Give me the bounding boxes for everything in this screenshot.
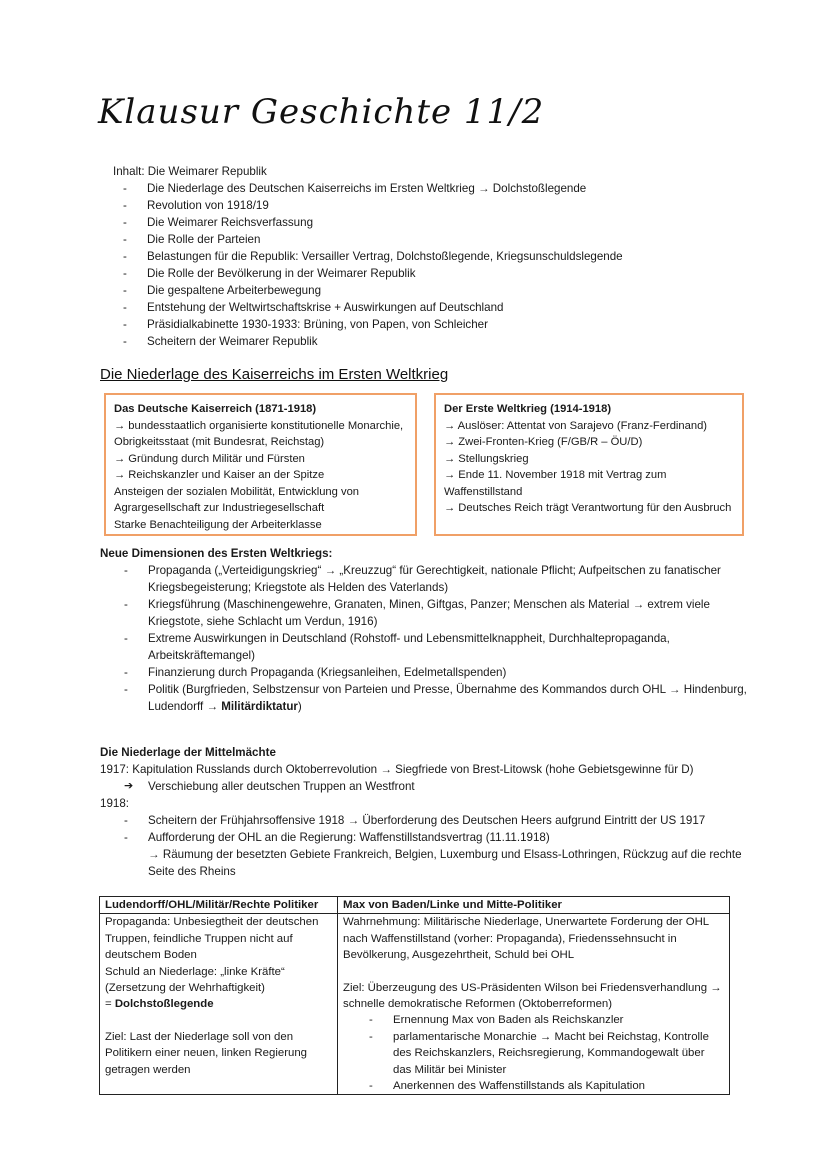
arrow-1917: ➔ Verschiebung aller deutschen Truppen an Westfront (100, 778, 750, 795)
label-1918: 1918: (100, 797, 130, 810)
cell-result (105, 996, 332, 1012)
list-item: - Extreme Auswirkungen in Deutschland (Rohstoff- und Lebensmittelknappheit, Durchhaltepropaganda, Arbeitskräftemangel) (100, 630, 750, 664)
box-line: Ansteigen der sozialen Mobilität, Entwicklung von Agrargesellschaft zur Industriegesellschaft (114, 485, 360, 514)
comparison-table (99, 896, 730, 1095)
box-heading: Der Erste Weltkrieg (1914-1918) (444, 403, 612, 415)
list-item: - Die Rolle der Parteien (113, 231, 753, 248)
document-title: Klausur Geschichte 11/2 (98, 92, 545, 132)
subsection-heading: Neue Dimensionen des Ersten Weltkriegs: (100, 547, 333, 560)
list-item: - Finanzierung durch Propaganda (Kriegsanleihen, Edelmetallspenden) (100, 664, 750, 681)
list-item: - Entstehung der Weltwirtschaftskrise + Auswirkungen auf Deutschland (113, 299, 753, 316)
box-line: → Auslöser: Attentat von Sarajevo (Franz-Ferdinand) (444, 419, 708, 432)
list-item: - Scheitern der Weimarer Republik (113, 333, 753, 350)
box-line: → Gründung durch Militär und Fürsten (114, 452, 305, 465)
politik-text: Politik (Burgfrieden, Selbstzensur von Parteien und Presse, Übernahme des Kommandos durch OHL → Hindenburg, Ludendorff → (148, 683, 747, 713)
list-item: - Aufforderung der OHL an die Regierung: Waffenstillstandsvertrag (11.11.1918) (100, 829, 750, 846)
box-line: → Ende 11. November 1918 mit Vertrag zum Waffenstillstand (444, 469, 667, 498)
table-header-row (100, 897, 730, 914)
list-item: - Die Niederlage des Deutschen Kaiserreichs im Ersten Weltkrieg → Dolchstoßlegende (113, 180, 753, 197)
politik-suffix: ) (297, 700, 302, 713)
list-item: - Präsidialkabinette 1930-1933: Brüning, von Papen, von Schleicher (113, 316, 753, 333)
weltkrieg-box (434, 393, 744, 536)
result-bold: Dolchstoßlegende (114, 998, 214, 1011)
table-of-contents (113, 163, 753, 350)
list-item: - Kriegsführung (Maschinengewehre, Granaten, Minen, Giftgas, Panzer; Menschen als Material → extrem viele Kriegstote, siehe Schlacht um Verdun, 1916) (100, 596, 750, 630)
cell-text: Ziel: Last der Niederlage soll von den Politikern einer neuen, linken Regierung getragen werden (105, 1030, 307, 1076)
list-item: - Revolution von 1918/19 (113, 197, 753, 214)
list-item: - Die gespaltene Arbeiterbewegung (113, 282, 753, 299)
column-header: Max von Baden/Linke und Mitte-Politiker (338, 897, 730, 914)
kaiserreich-box (104, 393, 417, 536)
box-line: → bundesstaatlich organisierte konstitutionelle Monarchie, Obrigkeitsstaat (mit Bundesrat, Reichstag) (114, 419, 404, 448)
cell-text: Propaganda: Unbesiegtheit der deutschen Truppen, feindliche Truppen nicht auf deutschem Boden (105, 916, 319, 962)
inhalt-list (113, 180, 753, 350)
list-item: - Propaganda („Verteidigungskrieg“ → „Kreuzzug“ für Gerechtigkeit, nationale Pflicht; Aufpeitschen zu fanatischer Kriegsbegeisterung; Kriegstote als Helden des Vaterlands) (100, 562, 750, 596)
cell-text: Ziel: Überzeugung des US-Präsidenten Wilson bei Friedensverhandlung → schnelle demokratische Reformen (Oktoberreformen) (343, 981, 722, 1011)
table-cell-left (100, 914, 338, 1095)
column-header: Ludendorff/OHL/Militär/Rechte Politiker (100, 897, 338, 914)
box-line: → Deutsches Reich trägt Verantwortung für den Ausbruch (444, 502, 732, 514)
politik-bold: Militärdiktatur (221, 700, 298, 713)
inhalt-label: Inhalt: Die Weimarer Republik (113, 165, 267, 178)
result-prefix: = (105, 998, 115, 1011)
box-line: → Stellungskrieg (444, 452, 529, 465)
list-item (100, 681, 750, 715)
list-item: - Anerkennen des Waffenstillstands als Kapitulation (343, 1078, 724, 1094)
table-row (100, 914, 730, 1095)
mittelmaechte-section (100, 744, 750, 880)
box-line: → Reichskanzler und Kaiser an der Spitze (114, 469, 325, 481)
neue-dimensionen-section (100, 545, 750, 715)
reform-list (343, 1012, 724, 1094)
list-item: - Die Weimarer Reichsverfassung (113, 214, 753, 231)
box-line: → Zwei-Fronten-Krieg (F/GB/R – ÖU/D) (444, 436, 643, 448)
cell-text: Wahrnehmung: Militärische Niederlage, Unerwartete Forderung der OHL nach Waffenstillstand (vorher: Propaganda), Friedenssehnsucht in Bevölkerung, Ausgezehrtheit, Schuld bei OHL (343, 916, 709, 962)
cell-text: Schuld an Niederlage: „linke Kräfte“ (Zersetzung der Wehrhaftigkeit) (105, 965, 285, 995)
list-item: - Scheitern der Frühjahrsoffensive 1918 → Überforderung des Deutschen Heers aufgrund Eintritt der US 1917 (100, 812, 750, 829)
line-1917: 1917: Kapitulation Russlands durch Oktoberrevolution → Siegfriede von Brest-Litowsk (hohe Gebietsgewinne für D) (100, 763, 694, 776)
neue-dimensionen-list (100, 562, 750, 715)
list-item: - Die Rolle der Bevölkerung in der Weimarer Republik (113, 265, 753, 282)
list-item: - Ernennung Max von Baden als Reichskanzler (343, 1012, 724, 1028)
box-line: Starke Benachteiligung der Arbeiterklasse (114, 518, 322, 531)
section-heading: Die Niederlage des Kaiserreichs im Ersten Weltkrieg (100, 366, 449, 383)
box-heading: Das Deutsche Kaiserreich (1871-1918) (114, 403, 317, 415)
list-item: - Belastungen für die Republik: Versailler Vertrag, Dolchstoßlegende, Kriegsunschuldslegende (113, 248, 753, 265)
list-item: - parlamentarische Monarchie → Macht bei Reichstag, Kontrolle des Reichskanzlers, Reichsregierung, Kommandogewalt über das Militär bei Minister (343, 1029, 724, 1078)
raeumung-line: → Räumung der besetzten Gebiete Frankreich, Belgien, Luxemburg und Elsass-Lothringen, Rückzug auf die rechte Seite des Rheins (148, 848, 742, 878)
table-cell-right (338, 914, 730, 1095)
list-1918 (100, 812, 750, 846)
subsection-heading: Die Niederlage der Mittelmächte (100, 746, 276, 759)
